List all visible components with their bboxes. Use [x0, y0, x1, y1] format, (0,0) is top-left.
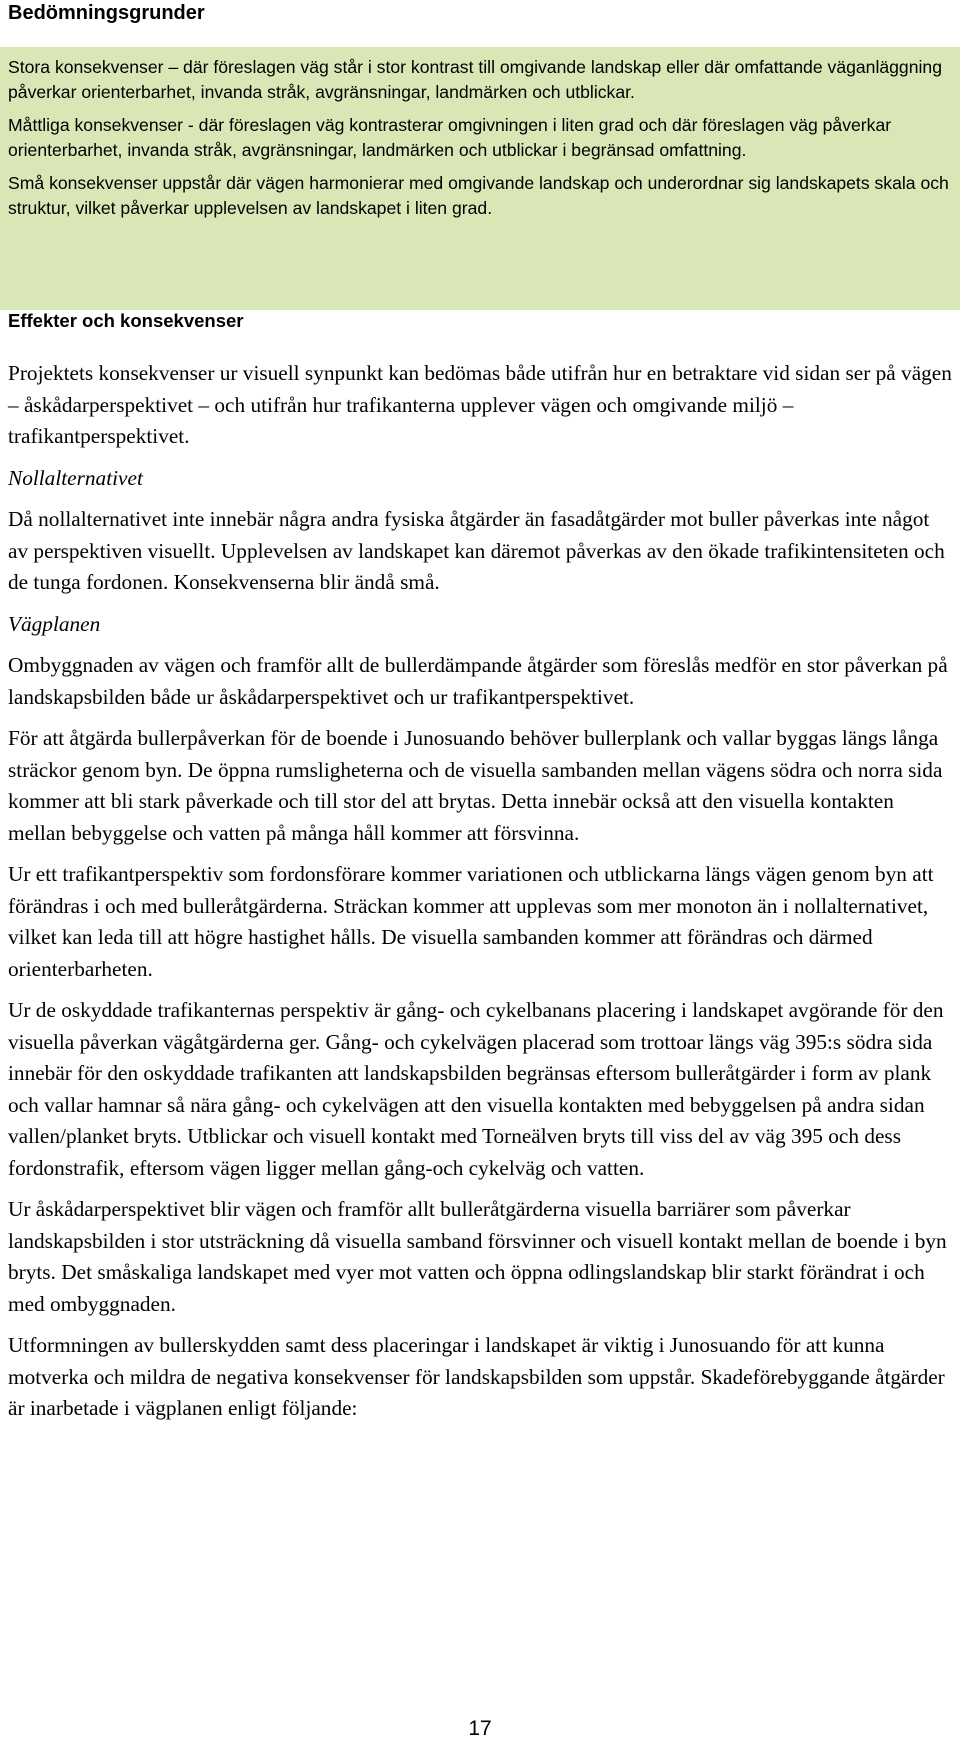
vagplanen-heading: Vägplanen	[8, 611, 101, 636]
intro-paragraph: Projektets konsekvenser ur visuell synpunkt kan bedömas både utifrån hur en betraktare vid sidan ser på vägen – åskådarperspektivet – och utifrån hur trafikanterna upplever vägen och omgivande miljö – trafikantperspektivet.	[8, 361, 952, 448]
page-number: 17	[468, 1717, 492, 1740]
page-heading: Bedömningsgrunder	[8, 2, 205, 24]
vagplanen-paragraph-2: För att åtgärda bullerpåverkan för de boende i Junosuando behöver bullerplank och vallar byggas längs långa sträckor genom byn. De öppna rumsligheterna och de visuella sambanden mellan vägens södra och norra sida kommer att bli stark påverkade och till stor del att brytas. Detta innebär också att den visuella kontakten mellan bebyggelse och vatten på många håll kommer att försvinna.	[8, 726, 943, 845]
nollalternativet-paragraph: Då nollalternativet inte innebär några andra fysiska åtgärder än fasadåtgärder mot buller påverkas inte något av perspektiven visuellt. Upplevelsen av landskapet kan däremot påverkas av den ökade trafikintensiteten och de tunga fordonen. Konsekvenserna blir ändå små.	[8, 507, 945, 594]
vagplanen-paragraph-6: Utformningen av bullerskydden samt dess placeringar i landskapet är viktig i Junosuando för att kunna motverka och mildra de negativa konsekvenser för landskapsbilden som uppstår. Skadeförebyggande åtgärder är inarbetade i vägplanen enligt följande:	[8, 1333, 945, 1420]
vagplanen-paragraph-1: Ombyggnaden av vägen och framför allt de bullerdämpande åtgärder som föreslås medför en stor påverkan på landskapsbilden både ur åskådarperspektivet och ur trafikantperspektivet.	[8, 653, 948, 709]
criteria-moderate-consequences: Måttliga konsekvenser - där föreslagen väg kontrasterar omgivningen i liten grad och där föreslagen väg påverkar orienterbarhet, invanda stråk, avgränsningar, landmärken och utblickar i begränsad omfattning.	[8, 115, 892, 160]
vagplanen-paragraph-5: Ur åskådarperspektivet blir vägen och framför allt bulleråtgärderna visuella barriärer som påverkar landskapsbilden i stor utsträckning då visuella samband försvinner och visuell kontakt mellan de boende i byn bryts. Det småskaliga landskapet med vyer mot vatten och öppna odlingslandskap blir starkt förändrat i och med ombyggnaden.	[8, 1197, 947, 1316]
vagplanen-paragraph-4: Ur de oskyddade trafikanternas perspektiv är gång- och cykelbanans placering i landskapet avgörande för den visuella påverkan vägåtgärderna ger. Gång- och cykelvägen placerad som trottoar längs väg 395:s södra sida innebär för den oskyddade trafikanten att landskapsbilden begränsas eftersom bulleråtgärder i form av plank och vallar hamnar så nära gång- och cykelvägen att den visuella kontakten med bebyggelsen på andra sidan vallen/planket bryts. Utblickar och visuell kontakt med Torneälven bryts till viss del av väg 395 och dess fordonstrafik, eftersom vägen ligger mellan gång-och cykelväg och vatten.	[8, 998, 944, 1180]
criteria-large-consequences: Stora konsekvenser – där föreslagen väg står i stor kontrast till omgivande landskap eller där omfattande väganläggning påverkar orienterbarhet, invanda stråk, avgränsningar, landmärken och utblickar.	[8, 57, 942, 102]
nollalternativet-heading: Nollalternativet	[8, 465, 143, 490]
vagplanen-paragraph-3: Ur ett trafikantperspektiv som fordonsförare kommer variationen och utblickarna längs vägen genom byn att förändras i och med bulleråtgärderna. Sträckan kommer att upplevas som mer monoton än i nollalternativet, vilket kan leda till att högre hastighet hålls. De visuella sambanden kommer att förändras och därmed orienterbarheten.	[8, 862, 934, 981]
section-heading: Effekter och konsekvenser	[8, 310, 244, 331]
assessment-criteria-box	[0, 47, 960, 310]
body-text	[8, 358, 954, 1435]
criteria-small-consequences: Små konsekvenser uppstår där vägen harmonierar med omgivande landskap och underordnar sig landskapets skala och struktur, vilket påverkar upplevelsen av landskapet i liten grad.	[8, 173, 949, 218]
